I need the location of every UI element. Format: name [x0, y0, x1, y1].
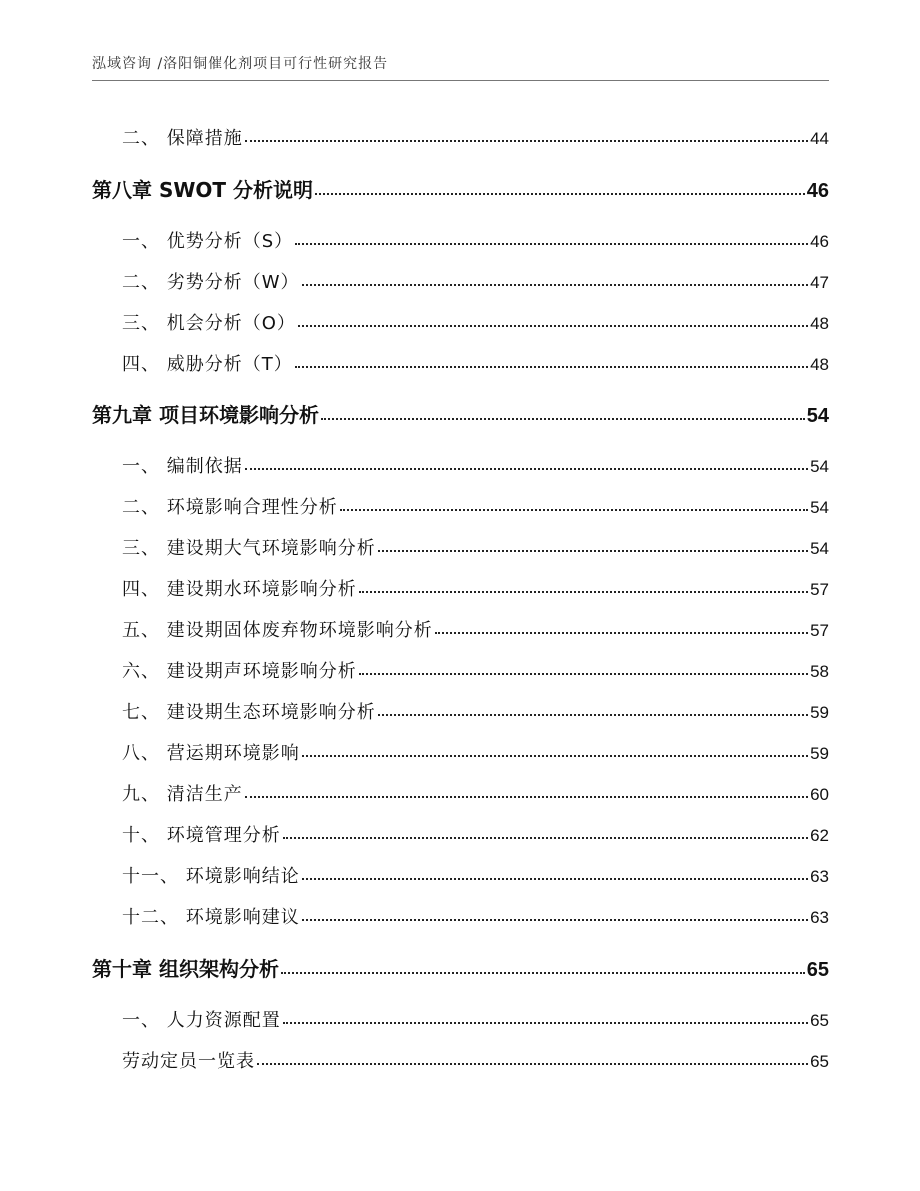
dot-leader — [298, 325, 808, 327]
toc-entry-title: 劳动定员一览表 — [122, 1051, 255, 1072]
dot-leader — [359, 591, 808, 593]
toc-entry-page: 47 — [810, 273, 829, 292]
dot-leader — [245, 468, 808, 470]
dot-leader — [283, 1022, 808, 1024]
dot-leader — [281, 972, 805, 974]
toc-entry-strengths[interactable] — [122, 227, 829, 253]
toc-entry-title: 二、 保障措施 — [122, 128, 243, 149]
toc-entry-page: 46 — [810, 232, 829, 251]
toc-chapter-10[interactable] — [92, 953, 829, 982]
dot-leader — [283, 837, 808, 839]
toc-entry-solid-waste[interactable] — [122, 616, 829, 642]
toc-entry-conclusion[interactable] — [122, 862, 829, 888]
toc-entry-basis[interactable] — [122, 452, 829, 478]
toc-entry-title: 八、 营运期环境影响 — [122, 743, 300, 764]
toc-chapter-title: 第八章 SWOT 分析说明 — [92, 178, 314, 202]
toc-entry-title: 三、 建设期大气环境影响分析 — [122, 538, 376, 559]
toc-entry-suggestions[interactable] — [122, 903, 829, 929]
toc-entry-page: 54 — [810, 539, 829, 558]
toc-entry-page: 62 — [810, 826, 829, 845]
toc-chapter-page: 46 — [806, 180, 829, 202]
dot-leader — [315, 193, 805, 195]
dot-leader — [378, 550, 808, 552]
toc-entry-title: 十、 环境管理分析 — [122, 825, 281, 846]
toc-entry-title: 十一、 环境影响结论 — [122, 866, 300, 887]
dot-leader — [359, 673, 808, 675]
toc-entry-page: 65 — [810, 1011, 829, 1030]
toc-entry-page: 57 — [810, 621, 829, 640]
toc-entry-title: 六、 建设期声环境影响分析 — [122, 661, 357, 682]
dot-leader — [321, 418, 805, 420]
toc-entry-page: 48 — [810, 355, 829, 374]
toc-entry-page: 63 — [810, 867, 829, 886]
dot-leader — [302, 755, 808, 757]
toc-entry-page: 54 — [810, 498, 829, 517]
dot-leader — [435, 632, 808, 634]
toc-chapter-page: 54 — [806, 405, 829, 427]
dot-leader — [378, 714, 808, 716]
toc-entry-title: 七、 建设期生态环境影响分析 — [122, 702, 376, 723]
toc-chapter-page: 65 — [806, 959, 829, 981]
toc-entry-title: 五、 建设期固体废弃物环境影响分析 — [122, 620, 433, 641]
toc-entry-operation[interactable] — [122, 739, 829, 765]
toc-entry-page: 65 — [810, 1052, 829, 1071]
toc-entry-page: 48 — [810, 314, 829, 333]
running-header: 泓域咨询 /洛阳铜催化剂项目可行性研究报告 — [92, 56, 389, 72]
toc-entry-title: 一、 优势分析（S） — [122, 231, 294, 252]
dot-leader — [245, 796, 808, 798]
toc-entry-page: 54 — [810, 457, 829, 476]
dot-leader — [295, 243, 808, 245]
toc-entry-air[interactable] — [122, 534, 829, 560]
toc-chapter-9[interactable] — [92, 399, 829, 428]
toc-chapter-title: 第九章 项目环境影响分析 — [92, 403, 319, 427]
toc-entry-ecology[interactable] — [122, 698, 829, 724]
toc-entry-title: 一、 人力资源配置 — [122, 1010, 281, 1031]
toc-entry-safeguard-measures[interactable] — [122, 124, 829, 150]
toc-entry-title: 九、 清洁生产 — [122, 784, 243, 805]
toc-entry-management[interactable] — [122, 821, 829, 847]
toc-entry-title: 二、 环境影响合理性分析 — [122, 497, 338, 518]
toc-entry-rationality[interactable] — [122, 493, 829, 519]
toc-entry-title: 四、 威胁分析（T） — [122, 354, 293, 375]
toc-chapter-title: 第十章 组织架构分析 — [92, 957, 279, 981]
toc-entry-clean-production[interactable] — [122, 780, 829, 806]
toc-entry-hr-allocation[interactable] — [122, 1006, 829, 1032]
toc-entry-title: 十二、 环境影响建议 — [122, 907, 300, 928]
dot-leader — [302, 919, 808, 921]
toc-entry-page: 58 — [810, 662, 829, 681]
toc-entry-page: 59 — [810, 703, 829, 722]
toc-entry-page: 60 — [810, 785, 829, 804]
toc-entry-page: 63 — [810, 908, 829, 927]
dot-leader — [302, 284, 809, 286]
toc-entry-staffing-table[interactable] — [122, 1047, 829, 1073]
toc-entry-threats[interactable] — [122, 350, 829, 376]
dot-leader — [302, 878, 808, 880]
toc-entry-title: 四、 建设期水环境影响分析 — [122, 579, 357, 600]
dot-leader — [340, 509, 808, 511]
dot-leader — [245, 140, 808, 142]
header-divider — [92, 80, 829, 81]
toc-chapter-8[interactable] — [92, 174, 829, 203]
toc-entry-weaknesses[interactable] — [122, 268, 829, 294]
toc-entry-page: 44 — [810, 129, 829, 148]
dot-leader — [295, 366, 808, 368]
toc-entry-opportunities[interactable] — [122, 309, 829, 335]
toc-entry-noise[interactable] — [122, 657, 829, 683]
toc-entry-page: 57 — [810, 580, 829, 599]
toc-entry-page: 59 — [810, 744, 829, 763]
dot-leader — [257, 1063, 808, 1065]
toc-entry-water[interactable] — [122, 575, 829, 601]
toc-entry-title: 二、 劣势分析（W） — [122, 272, 300, 293]
toc-entry-title: 一、 编制依据 — [122, 456, 243, 477]
toc-entry-title: 三、 机会分析（O） — [122, 313, 296, 334]
